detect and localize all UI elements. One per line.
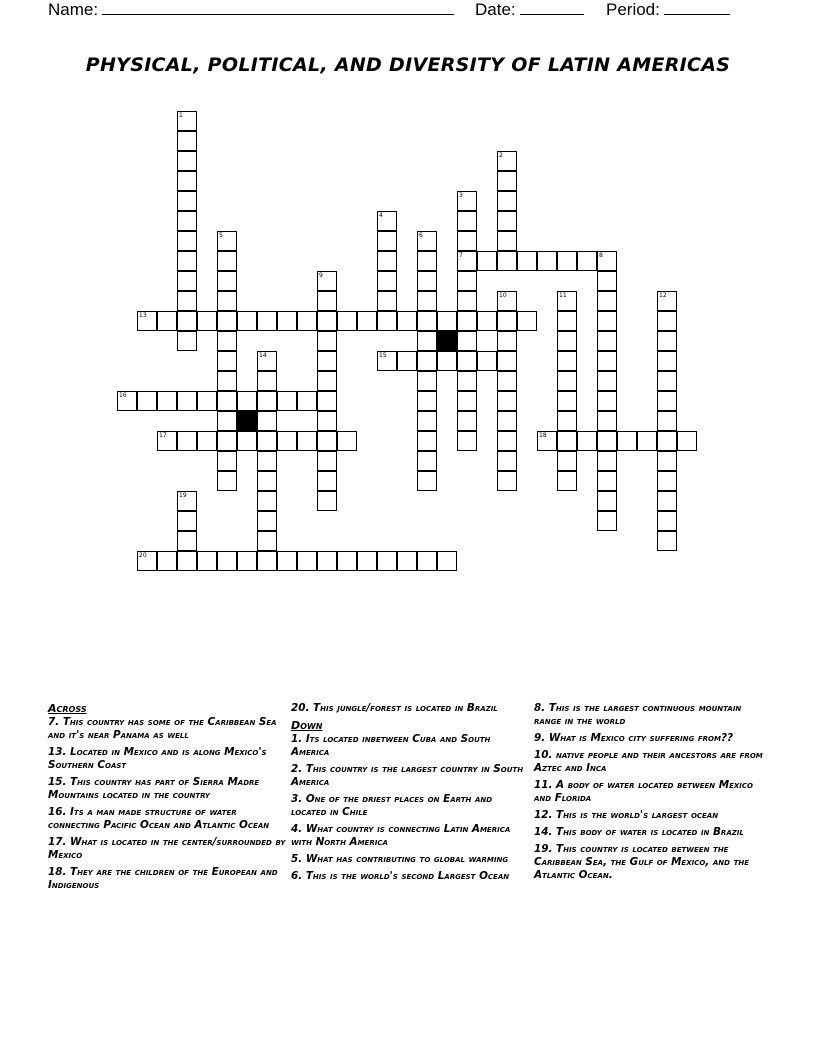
clue-number-4: 4 — [379, 212, 383, 219]
crossword-cell[interactable] — [377, 231, 397, 251]
crossword-cell[interactable] — [657, 331, 677, 351]
crossword-cell[interactable] — [577, 251, 597, 271]
crossword-cell[interactable] — [257, 511, 277, 531]
crossword-cell[interactable] — [497, 251, 517, 271]
crossword-cell[interactable] — [377, 311, 397, 331]
crossword-cell[interactable] — [457, 211, 477, 231]
crossword-cell[interactable] — [597, 431, 617, 451]
crossword-cell[interactable] — [497, 351, 517, 371]
crossword-cell[interactable] — [237, 431, 257, 451]
crossword-cell[interactable] — [277, 551, 297, 571]
crossword-cell[interactable] — [417, 271, 437, 291]
crossword-cell[interactable] — [257, 411, 277, 431]
crossword-cell[interactable] — [417, 331, 437, 351]
clues-column-1 — [48, 702, 286, 896]
clue-down-12: 12. This is the world's largest ocean — [534, 809, 719, 821]
crossword-cell[interactable] — [237, 311, 257, 331]
down-heading: Down — [291, 719, 323, 732]
crossword-cell[interactable] — [397, 311, 417, 331]
crossword-cell[interactable] — [177, 171, 197, 191]
crossword-cell[interactable] — [457, 351, 477, 371]
crossword-cell[interactable] — [377, 291, 397, 311]
crossword-cell[interactable] — [517, 311, 537, 331]
crossword-cell[interactable] — [177, 291, 197, 311]
clue-down-1: 1. Its located inbetween Cuba and South America — [291, 733, 491, 758]
crossword-cell[interactable] — [557, 311, 577, 331]
crossword-cell[interactable] — [197, 311, 217, 331]
clue-down-8: 8. This is the largest continuous mountain range in the world — [534, 702, 742, 727]
crossword-cell[interactable] — [597, 451, 617, 471]
across-heading: Across — [48, 702, 87, 715]
crossword-cell[interactable] — [557, 371, 577, 391]
clue-down-3: 3. One of the driest places on Earth and located in Chile — [291, 793, 493, 818]
crossword-cell[interactable] — [317, 311, 337, 331]
clue-number-18: 18 — [539, 432, 547, 439]
crossword-cell[interactable] — [457, 271, 477, 291]
crossword-cell[interactable] — [557, 471, 577, 491]
clue-across-17: 17. What is located in the center/surrounded by Mexico — [48, 836, 286, 861]
clue-across-16: 16. Its a man made structure of water connecting Pacific Ocean and Atlantic Ocean — [48, 806, 270, 831]
crossword-cell[interactable] — [277, 391, 297, 411]
crossword-cell[interactable] — [597, 511, 617, 531]
crossword-cell[interactable] — [597, 391, 617, 411]
crossword-cell[interactable] — [357, 551, 377, 571]
black-square — [437, 331, 457, 351]
crossword-cell[interactable] — [497, 391, 517, 411]
crossword-cell[interactable] — [457, 371, 477, 391]
crossword-cell[interactable] — [137, 391, 157, 411]
crossword-cell[interactable] — [257, 311, 277, 331]
crossword-cell[interactable] — [177, 191, 197, 211]
crossword-cell[interactable] — [317, 431, 337, 451]
clue-number-5: 5 — [219, 232, 223, 239]
crossword-cell[interactable] — [217, 271, 237, 291]
black-square — [237, 411, 257, 431]
crossword-cell[interactable] — [557, 251, 577, 271]
clue-number-14: 14 — [259, 352, 267, 359]
crossword-cell[interactable] — [317, 471, 337, 491]
crossword-cell[interactable] — [157, 551, 177, 571]
crossword-cell[interactable] — [417, 351, 437, 371]
crossword-cell[interactable] — [237, 551, 257, 571]
crossword-cell[interactable] — [497, 311, 517, 331]
clue-number-2: 2 — [499, 152, 503, 159]
crossword-cell[interactable] — [297, 551, 317, 571]
crossword-cell[interactable] — [317, 451, 337, 471]
clue-across-7: 7. This country has some of the Caribbean Sea and it's near Panama as well — [48, 716, 277, 741]
clue-down-5: 5. What has contributing to global warming — [291, 853, 509, 865]
crossword-cell[interactable] — [297, 431, 317, 451]
clue-number-11: 11 — [559, 292, 567, 299]
crossword-cell[interactable] — [257, 431, 277, 451]
crossword-cell[interactable] — [217, 451, 237, 471]
crossword-cell[interactable] — [237, 391, 257, 411]
crossword-cell[interactable] — [197, 391, 217, 411]
crossword-cell[interactable] — [217, 311, 237, 331]
clue-number-20: 20 — [139, 552, 147, 559]
clue-across-18: 18. They are the children of the European and Indigenous — [48, 866, 278, 891]
crossword-cell[interactable] — [217, 291, 237, 311]
crossword-cell[interactable] — [397, 551, 417, 571]
crossword-cell[interactable] — [457, 391, 477, 411]
crossword-cell[interactable] — [217, 471, 237, 491]
crossword-cell[interactable] — [297, 391, 317, 411]
crossword-cell[interactable] — [497, 191, 517, 211]
crossword-cell[interactable] — [177, 251, 197, 271]
clue-number-19: 19 — [179, 492, 187, 499]
crossword-cell[interactable] — [417, 391, 437, 411]
crossword-cell[interactable] — [217, 551, 237, 571]
crossword-cell[interactable] — [217, 371, 237, 391]
crossword-cell[interactable] — [257, 451, 277, 471]
crossword-cell[interactable] — [317, 371, 337, 391]
clue-number-8: 8 — [599, 252, 603, 259]
crossword-cell[interactable] — [217, 431, 237, 451]
crossword-cell[interactable] — [197, 431, 217, 451]
crossword-cell[interactable] — [377, 251, 397, 271]
clues-column-3 — [534, 702, 772, 886]
crossword-cell[interactable] — [597, 371, 617, 391]
crossword-cell[interactable] — [657, 431, 677, 451]
crossword-cell[interactable] — [177, 331, 197, 351]
crossword-cell[interactable] — [177, 551, 197, 571]
crossword-cell[interactable] — [257, 531, 277, 551]
crossword-cell[interactable] — [417, 411, 437, 431]
crossword-cell[interactable] — [557, 391, 577, 411]
clue-number-13: 13 — [139, 312, 147, 319]
crossword-cell[interactable] — [377, 551, 397, 571]
clue-down-10: 10. native people and their ancestors are from Aztec and Inca — [534, 749, 763, 774]
crossword-cell[interactable] — [557, 331, 577, 351]
crossword-cell[interactable] — [497, 431, 517, 451]
crossword-cell[interactable] — [657, 411, 677, 431]
crossword-cell[interactable] — [597, 311, 617, 331]
crossword-cell[interactable] — [457, 331, 477, 351]
crossword-cell[interactable] — [497, 231, 517, 251]
crossword-cell[interactable] — [657, 391, 677, 411]
crossword-cell[interactable] — [317, 411, 337, 431]
crossword-cell[interactable] — [557, 431, 577, 451]
date-label: Date: — [475, 0, 516, 19]
crossword-cell[interactable] — [497, 451, 517, 471]
crossword-cell[interactable] — [437, 351, 457, 371]
crossword-cell[interactable] — [317, 291, 337, 311]
crossword-cell[interactable] — [557, 351, 577, 371]
clue-number-16: 16 — [119, 392, 127, 399]
crossword-cell[interactable] — [597, 471, 617, 491]
crossword-cell[interactable] — [177, 151, 197, 171]
clue-number-10: 10 — [499, 292, 507, 299]
crossword-cell[interactable] — [417, 371, 437, 391]
crossword-cell[interactable] — [657, 351, 677, 371]
clues-column-2 — [291, 702, 529, 887]
crossword-cell[interactable] — [317, 331, 337, 351]
crossword-cell[interactable] — [657, 471, 677, 491]
crossword-cell[interactable] — [177, 531, 197, 551]
crossword-cell[interactable] — [657, 491, 677, 511]
crossword-cell[interactable] — [497, 411, 517, 431]
crossword-cell[interactable] — [497, 471, 517, 491]
crossword-cell[interactable] — [497, 171, 517, 191]
crossword-cell[interactable] — [317, 551, 337, 571]
clue-across-13: 13. Located in Mexico and is along Mexico's Southern Coast — [48, 746, 267, 771]
crossword-cell[interactable] — [657, 451, 677, 471]
clue-down-2: 2. This country is the largest country in South America — [291, 763, 524, 788]
crossword-cell[interactable] — [577, 431, 597, 451]
crossword-cell[interactable] — [257, 491, 277, 511]
crossword-cell[interactable] — [337, 311, 357, 331]
crossword-cell[interactable] — [197, 551, 217, 571]
crossword-cell[interactable] — [397, 351, 417, 371]
crossword-cell[interactable] — [217, 251, 237, 271]
crossword-cell[interactable] — [217, 391, 237, 411]
clue-down-14: 14. This body of water is located in Brazil — [534, 826, 744, 838]
crossword-cell[interactable] — [477, 251, 497, 271]
crossword-cell[interactable] — [477, 351, 497, 371]
crossword-cell[interactable] — [657, 511, 677, 531]
crossword-cell[interactable] — [177, 311, 197, 331]
crossword-cell[interactable] — [177, 431, 197, 451]
crossword-cell[interactable] — [417, 431, 437, 451]
crossword-cell[interactable] — [157, 391, 177, 411]
crossword-cell[interactable] — [357, 311, 377, 331]
crossword-cell[interactable] — [537, 251, 557, 271]
crossword-cell[interactable] — [417, 551, 437, 571]
crossword-cell[interactable] — [217, 331, 237, 351]
crossword-cell[interactable] — [157, 311, 177, 331]
crossword-cell[interactable] — [437, 311, 457, 331]
clue-number-3: 3 — [459, 192, 463, 199]
clue-number-17: 17 — [159, 432, 167, 439]
crossword-cell[interactable] — [317, 391, 337, 411]
clue-number-6: 6 — [419, 232, 423, 239]
clue-across-20: 20. This jungle/forest is located in Brazil — [291, 702, 498, 714]
crossword-cell[interactable] — [337, 551, 357, 571]
crossword-cell[interactable] — [417, 471, 437, 491]
crossword-cell[interactable] — [497, 211, 517, 231]
clue-number-12: 12 — [659, 292, 667, 299]
crossword-cell[interactable] — [677, 431, 697, 451]
crossword-cell[interactable] — [657, 371, 677, 391]
crossword-cell[interactable] — [317, 491, 337, 511]
page-title: PHYSICAL, POLITICAL, AND DIVERSITY OF LATIN AMERICAS — [85, 54, 731, 76]
crossword-cell[interactable] — [257, 471, 277, 491]
crossword-cell[interactable] — [277, 431, 297, 451]
crossword-cell[interactable] — [377, 271, 397, 291]
crossword-cell[interactable] — [177, 271, 197, 291]
crossword-cell[interactable] — [477, 311, 497, 331]
crossword-cell[interactable] — [417, 451, 437, 471]
crossword-cell[interactable] — [597, 351, 617, 371]
crossword-cell[interactable] — [317, 351, 337, 371]
crossword-cell[interactable] — [597, 291, 617, 311]
crossword-cell[interactable] — [597, 491, 617, 511]
crossword-cell[interactable] — [257, 551, 277, 571]
crossword-cell[interactable] — [437, 551, 457, 571]
crossword-cell[interactable] — [217, 411, 237, 431]
clue-number-7: 7 — [459, 252, 463, 259]
crossword-cell[interactable] — [277, 311, 297, 331]
crossword-cell[interactable] — [177, 211, 197, 231]
crossword-cell[interactable] — [557, 451, 577, 471]
crossword-cell[interactable] — [597, 411, 617, 431]
crossword-cell[interactable] — [177, 131, 197, 151]
crossword-cell[interactable] — [657, 531, 677, 551]
clue-down-11: 11. A body of water located between Mexico and Florida — [534, 779, 753, 804]
crossword-cell[interactable] — [457, 431, 477, 451]
crossword-cell[interactable] — [457, 411, 477, 431]
crossword-cell[interactable] — [417, 291, 437, 311]
crossword-cell[interactable] — [177, 511, 197, 531]
crossword-cell[interactable] — [457, 291, 477, 311]
clue-number-1: 1 — [179, 112, 183, 119]
clue-down-19: 19. This country is located between the Caribbean Sea, the Gulf of Mexico, and the Atlantic Ocean. — [534, 843, 749, 881]
crossword-cell[interactable] — [337, 431, 357, 451]
crossword-cell[interactable] — [597, 331, 617, 351]
clue-down-6: 6. This is the world's second Largest Ocean — [291, 870, 510, 882]
crossword-cell[interactable] — [637, 431, 657, 451]
crossword-cell[interactable] — [517, 251, 537, 271]
crossword-cell[interactable] — [557, 411, 577, 431]
crossword-cell[interactable] — [177, 391, 197, 411]
crossword-cell[interactable] — [257, 371, 277, 391]
crossword-cell[interactable] — [497, 331, 517, 351]
crossword-cell[interactable] — [457, 311, 477, 331]
crossword-cell[interactable] — [177, 231, 197, 251]
crossword-cell[interactable] — [497, 371, 517, 391]
crossword-cell[interactable] — [257, 391, 277, 411]
crossword-cell[interactable] — [457, 231, 477, 251]
crossword-cell[interactable] — [417, 251, 437, 271]
period-label: Period: — [606, 0, 660, 19]
crossword-cell[interactable] — [217, 351, 237, 371]
clue-down-9: 9. What is Mexico city suffering from?? — [534, 732, 733, 744]
crossword-cell[interactable] — [657, 311, 677, 331]
clue-number-9: 9 — [319, 272, 323, 279]
clue-across-15: 15. This country has part of Sierra Madre Mountains located in the country — [48, 776, 260, 801]
crossword-cell[interactable] — [597, 271, 617, 291]
clue-down-4: 4. What country is connecting Latin America with North America — [291, 823, 511, 848]
crossword-cell[interactable] — [617, 431, 637, 451]
clue-number-15: 15 — [379, 352, 387, 359]
name-label: Name: — [48, 0, 99, 19]
crossword-cell[interactable] — [297, 311, 317, 331]
crossword-cell[interactable] — [417, 311, 437, 331]
